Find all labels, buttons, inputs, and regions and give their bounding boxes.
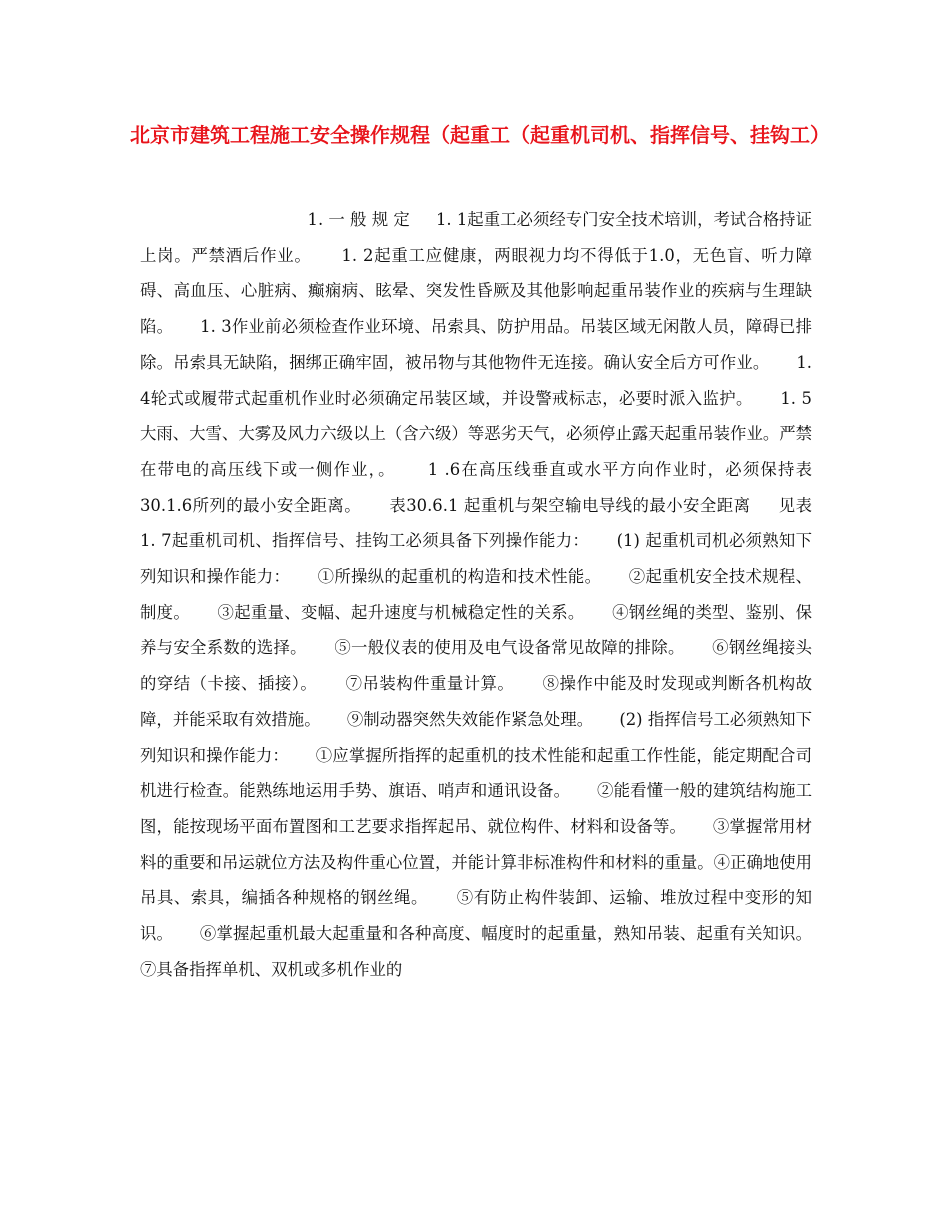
document-body: 1. 一 般 规 定 1. 1起重工必须经专门安全技术培训，考试合格持证上岗。严禁酒后作业。 1. 2起重工应健康，两眼视力均不得低于1.0，无色盲、听力障碍、高血压、心脏病、癫痫病、眩晕、突发性昏厥及其他影响起重吊装作业的疾病与生理缺陷。 1. 3作业前必须检查作业环境、吊索具、防护用品。吊装区域无闲散人员，障碍已排除。吊索具无缺陷，捆绑正确牢固，被吊物与其他物件无连接。确认安全后方可作业。 1. 4轮式或履带式起重机作业时必须确定吊装区域，并设警戒标志，必要时派入监护。 1. 5大雨、大雪、大雾及风力六级以上（含六级）等恶劣天气，必须停止露天起重吊装作业。严禁在带电的高压线下或一侧作业，。 1 .6在高压线垂直或水平方向作业时，必须保持表30.1.6所列的最小安全距离。 表30.6.1 起重机与架空输电导线的最小安全距离 见表 1. 7起重机司机、指挥信号、挂钩工必须具备下列操作能力： (1) 起重机司机必须熟知下列知识和操作能力： ①所操纵的起重机的构造和技术性能。 ②起重机安全技术规程、制度。 ③起重量、变幅、起升速度与机械稳定性的关系。 ④钢丝绳的类型、鉴别、保养与安全系数的选择。 ⑤一般仪表的使用及电气设备常见故障的排除。 ⑥钢丝绳接头的穿结（卡接、插接）。 ⑦吊装构件重量计算。 ⑧操作中能及时发现或判断各机构故障，并能采取有效措施。 ⑨制动器突然失效能作紧急处理。 (2) 指挥信号工必须熟知下列知识和操作能力： ①应掌握所指挥的起重机的技术性能和起重工作性能，能定期配合司机进行检查。能熟练地运用手势、旗语、哨声和通讯设备。 ②能看懂一般的建筑结构施工图，能按现场平面布置图和工艺要求指挥起吊、就位构件、材料和设备等。 ③掌握常用材料的重要和吊运就位方法及构件重心位置，并能计算非标准构件和材料的重量。④正确地使用吊具、索具，编插各种规格的钢丝绳。 ⑤有防止构件装卸、运输、堆放过程中变形的知识。 ⑥掌握起重机最大起重量和各种高度、幅度时的起重量，熟知吊装、起重有关知识。 ⑦具备指挥单机、双机或多机作业的 bbox=[140, 210, 839, 979]
document-title: 北京市建筑工程施工安全操作规程（起重工（起重机司机、指挥信号、挂钩工） bbox=[130, 123, 830, 147]
